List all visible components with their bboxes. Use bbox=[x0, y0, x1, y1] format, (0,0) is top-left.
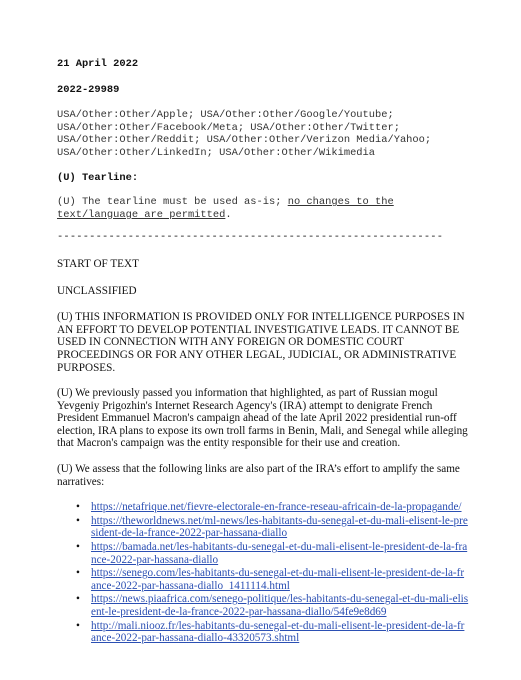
list-item bbox=[76, 514, 469, 540]
bullet-icon: • bbox=[76, 514, 80, 527]
list-item bbox=[76, 567, 469, 592]
disclaimer-paragraph: (U) THIS INFORMATION IS PROVIDED ONLY FOR INTELLIGENCE PURPOSES IN AN EFFORT TO DEVELOP POTENTIAL INVESTIGATIVE LEADS. IT CANNOT BE USED IN CONNECTION WITH ANY FOREIGN OR DOMESTIC COURT PROCEEDINGS OR FOR ANY OTHER LEGAL, JUDICIAL, OR ADMINISTRATIVE PURPOSES. bbox=[57, 311, 465, 374]
tearline-heading: (U) Tearline: bbox=[57, 171, 139, 184]
link-6[interactable]: http://mali.niooz.fr/les-habitants-du-senegal-et-du-mali-elisent-le-president-de-la-france-2022-par-hassana-diallo-43320573.shtml bbox=[91, 619, 465, 645]
document-number: 2022-29989 bbox=[57, 83, 120, 96]
bullet-icon: • bbox=[76, 541, 80, 554]
link-3[interactable]: https://bamada.net/les-habitants-du-senegal-et-du-mali-elisent-le-president-de-la-france-2022-par-hassana-diallo bbox=[91, 541, 468, 566]
tearline-divider: ------------------------------------------------------------ bbox=[57, 231, 444, 244]
body-paragraph-2: (U) We assess that the following links are also part of the IRA’s effort to amplify the same narratives: bbox=[57, 463, 460, 488]
link-list bbox=[57, 501, 469, 645]
list-item bbox=[76, 541, 469, 566]
body-paragraph-1: (U) We previously passed you information that highlighted, as part of Russian mogul Yevgeniy Prigozhin's Internet Research Agency's (IRA) attempt to denigrate French President Emmanuel Macron's campaign ahead of the late April 2022 presidential run-off election, IRA plans to expose its own troll farms in Benin, Mali, and Senegal while alleging that Macron's campaign was the entity responsible for their use and creation. bbox=[57, 387, 468, 450]
list-item bbox=[76, 501, 469, 514]
tearline-instruction bbox=[57, 196, 469, 221]
link-2[interactable]: https://theworldnews.net/ml-news/les-habitants-du-senegal-et-du-mali-elisent-le-president-de-la-france-2022-par-hassana-diallo bbox=[91, 514, 468, 540]
bullet-icon: • bbox=[76, 501, 80, 514]
tearline-text-suffix: . bbox=[225, 208, 232, 221]
link-1[interactable]: https://netafrique.net/fievre-electorale-en-france-reseau-africain-de-la-propagande/ bbox=[91, 501, 462, 514]
bullet-icon: • bbox=[76, 619, 80, 632]
link-4[interactable]: https://senego.com/les-habitants-du-senegal-et-du-mali-elisent-le-president-de-la-france-2022-par-hassana-diallo_1411114.html bbox=[91, 567, 465, 592]
document-date: 21 April 2022 bbox=[57, 58, 139, 70]
start-of-text: START OF TEXT bbox=[57, 257, 139, 270]
link-5[interactable]: https://news.piaafrica.com/senego-politique/les-habitants-du-senegal-et-du-mali-elisent-le-president-de-la-france-2022-par-hassana-diallo/54fe9e8d69 bbox=[91, 593, 469, 618]
recipient-list: USA/Other:Other/Apple; USA/Other:Other/Google/Youtube; USA/Other:Other/Facebook/Meta; USA/Other:Other/Twitter; USA/Other:Other/Reddit; USA/Other:Other/Verizon Media/Yahoo; USA/Other:Other/LinkedIn; USA/Other:Other/Wikimedia bbox=[57, 109, 432, 159]
bullet-icon: • bbox=[76, 593, 80, 606]
list-item bbox=[76, 619, 469, 645]
tearline-text-prefix: (U) The tearline must be used as-is; bbox=[57, 196, 288, 209]
classification-marking: UNCLASSIFIED bbox=[57, 284, 137, 297]
bullet-icon: • bbox=[76, 567, 80, 580]
list-item bbox=[76, 593, 469, 618]
tearline-text-underlined: no changes to the text/language are permitted bbox=[57, 196, 394, 221]
